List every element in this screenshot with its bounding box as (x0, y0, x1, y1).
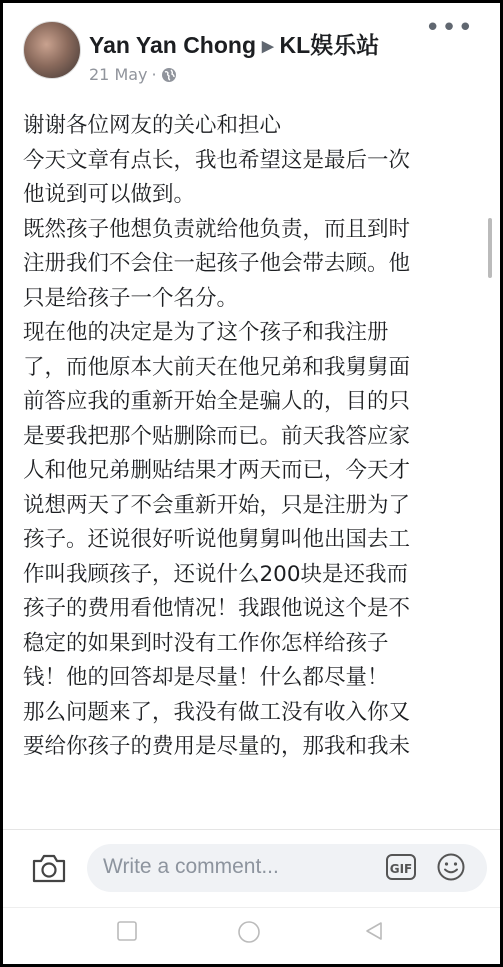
triangle-back-icon[interactable] (363, 920, 385, 946)
post-line: 前答应我的重新开始全是骗人的，目的只 (23, 389, 411, 414)
meta-separator: · (151, 65, 157, 84)
post-line: 谢谢各位网友的关心和担心 (23, 113, 282, 138)
post-line: 孩子的费用看他情况！我跟他说这个是不 (23, 596, 411, 621)
post-line: 现在他的决定是为了这个孩子和我注册 (23, 320, 389, 345)
post-line: 他说到可以做到。 (23, 182, 196, 207)
group-name[interactable]: KL娱乐站 (279, 32, 380, 58)
post-line: 作叫我顾孩子，还说什么200块是还我而 (23, 561, 409, 587)
comment-placeholder: Write a comment... (103, 855, 279, 878)
post-line: 要给你孩子的费用是尽量的，那我和我未 (23, 734, 411, 759)
post-date[interactable]: 21 May (89, 65, 148, 84)
author-name[interactable]: Yan Yan Chong (89, 32, 256, 58)
post-line: 只是给孩子一个名分。 (23, 285, 239, 311)
post-line: 注册我们不会住一起孩子他会带去顾。他 (23, 251, 411, 276)
camera-icon[interactable] (31, 852, 67, 888)
post-title-row (89, 27, 379, 60)
post-line: 钱！他的回答却是尽量！什么都尽量！ (23, 665, 389, 690)
comment-composer (3, 829, 500, 908)
post-meta (89, 65, 177, 87)
arrow-right-icon: ▶ (262, 38, 274, 55)
post-line: 那么问题来了，我没有做工没有收入你又 (23, 699, 411, 725)
post-line: 孩子。还说很好听说他舅舅叫他出国去工 (23, 527, 411, 552)
post-line: 是要我把那个贴删除而已。前天我答应家 (23, 423, 411, 449)
screen-frame (3, 3, 500, 964)
more-options-icon[interactable]: ••• (424, 13, 474, 43)
post-line: 人和他兄弟删贴结果才两天而已，今天才 (23, 458, 411, 483)
post-line: 说想两天了不会重新开始，只是注册为了 (23, 492, 411, 518)
globe-icon[interactable] (161, 67, 177, 87)
post-line: 稳定的如果到时没有工作你怎样给孩子 (23, 630, 389, 656)
comment-input[interactable] (87, 844, 487, 892)
author-avatar[interactable] (23, 21, 81, 79)
post-line: 今天文章有点长，我也希望这是最后一次 (23, 147, 411, 173)
circle-icon[interactable] (237, 920, 261, 948)
post-header (3, 3, 500, 93)
square-icon[interactable] (116, 920, 138, 946)
gif-button[interactable]: GIF (386, 854, 416, 880)
post-line: 既然孩子他想负责就给他负责，而且到时 (23, 216, 411, 242)
smiley-icon[interactable] (436, 852, 466, 886)
post-body (23, 109, 483, 765)
scrollbar-thumb[interactable] (488, 218, 492, 278)
android-nav-bar (3, 907, 500, 964)
post-line: 了，而他原本大前天在他兄弟和我舅舅面 (23, 354, 411, 380)
